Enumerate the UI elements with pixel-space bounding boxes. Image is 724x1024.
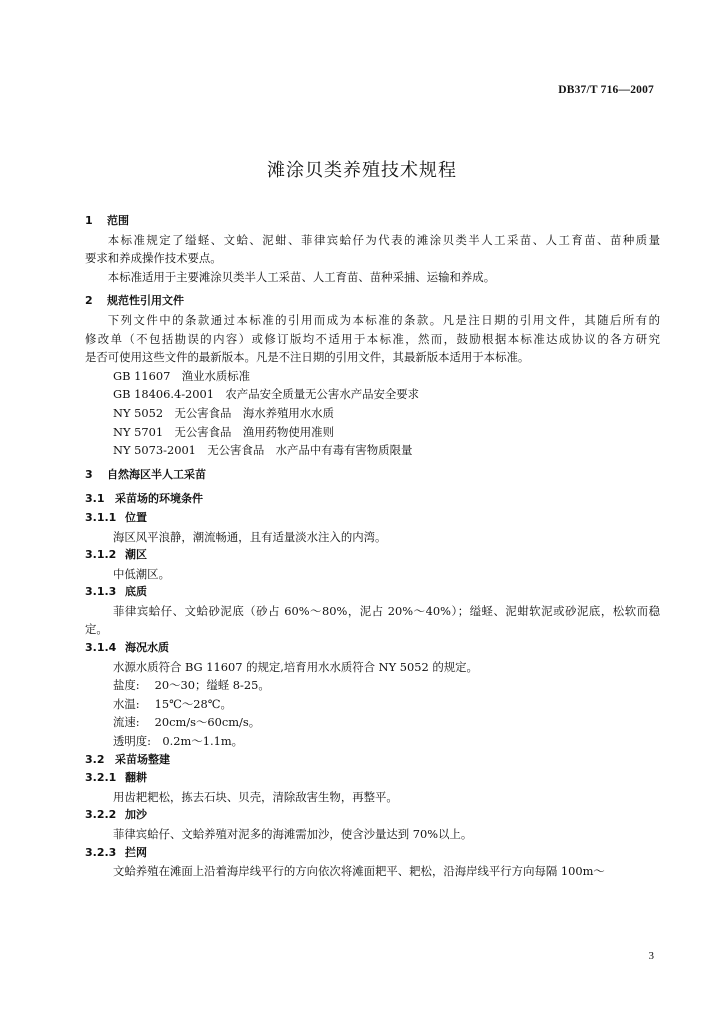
section-title: 位置 bbox=[125, 510, 147, 524]
clause-3-2-1-heading bbox=[85, 769, 660, 788]
clause-3-1-1-heading bbox=[85, 509, 660, 528]
reference-item: NY 5052 无公害食品 海水养殖用水水质 bbox=[113, 405, 334, 420]
page-number: 3 bbox=[648, 950, 654, 962]
section-number: 3.1.3 bbox=[85, 585, 117, 599]
paragraph-line: 定。 bbox=[85, 622, 108, 637]
section-title: 加沙 bbox=[125, 808, 147, 822]
parameter-line: 透明度: 0.2m～1.1m。 bbox=[113, 734, 244, 749]
paragraph-line: 是否可使用这些文件的最新版本。凡是不注日期的引用文件，其最新版本适用于本标准。 bbox=[85, 350, 530, 365]
section-title: 采苗场的环境条件 bbox=[115, 492, 203, 506]
section-title: 范围 bbox=[107, 214, 129, 227]
section-title: 翻耕 bbox=[125, 771, 147, 785]
section-title: 拦网 bbox=[125, 845, 147, 859]
section-number: 3.1.4 bbox=[85, 641, 117, 655]
paragraph-line: 用齿耙耙松，拣去石块、贝壳，清除敌害生物，再整平。 bbox=[113, 789, 398, 804]
section-number: 3 bbox=[85, 467, 93, 481]
parameter-line: 盐度: 20～30；缢蛏 8-25。 bbox=[113, 678, 270, 693]
section-1-heading bbox=[85, 212, 660, 231]
section-title: 海况水质 bbox=[125, 641, 169, 655]
document-title: 滩涂贝类养殖技术规程 bbox=[267, 160, 457, 181]
paragraph-line: 下列文件中的条款通过本标准的引用而成为本标准的条款。凡是注日期的引用文件，其随后所有的 bbox=[107, 312, 660, 327]
document-body bbox=[85, 212, 660, 881]
reference-item: NY 5701 无公害食品 渔用药物使用准则 bbox=[113, 424, 334, 439]
clause-3-2-2-heading bbox=[85, 806, 660, 825]
section-number: 3.2.1 bbox=[85, 771, 117, 785]
section-3-heading bbox=[85, 466, 660, 485]
section-title: 规范性引用文件 bbox=[107, 294, 184, 308]
subsection-3-2-heading bbox=[85, 751, 660, 770]
section-number: 1 bbox=[85, 214, 93, 227]
parameter-line: 水温: 15℃～28℃。 bbox=[113, 696, 232, 711]
paragraph-line: 菲律宾蛤仔、文蛤砂泥底（砂占 60%～80%，泥占 20%～40%）；缢蛏、泥蚶软泥或砂泥底，松软而稳 bbox=[113, 603, 660, 618]
paragraph-line: 本标准规定了缢蛏、文蛤、泥蚶、菲律宾蛤仔为代表的滩涂贝类半人工采苗、人工育苗、苗种质量 bbox=[107, 232, 660, 247]
section-title: 底质 bbox=[125, 585, 147, 599]
section-number: 3.1.2 bbox=[85, 548, 117, 562]
section-title: 自然海区半人工采苗 bbox=[107, 467, 206, 481]
paragraph-line: 海区风平浪静，潮流畅通，且有适量淡水注入的内湾。 bbox=[113, 529, 387, 544]
paragraph-line: 菲律宾蛤仔、文蛤养殖对泥多的海滩需加沙，使含沙量达到 70%以上。 bbox=[113, 827, 473, 841]
clause-3-1-2-heading bbox=[85, 546, 660, 565]
section-2-heading bbox=[85, 292, 660, 311]
clause-3-1-3-heading bbox=[85, 583, 660, 602]
section-number: 3.2.2 bbox=[85, 808, 117, 822]
standard-code: DB37/T 716—2007 bbox=[558, 84, 654, 96]
section-number: 2 bbox=[85, 294, 93, 308]
paragraph-line: 中低潮区。 bbox=[113, 566, 170, 581]
clause-3-2-3-heading bbox=[85, 844, 660, 863]
section-number: 3.2 bbox=[85, 752, 105, 766]
paragraph-line: 要求和养成操作技术要点。 bbox=[85, 251, 222, 266]
subsection-3-1-heading bbox=[85, 490, 660, 509]
clause-3-1-4-heading bbox=[85, 639, 660, 658]
section-number: 3.1 bbox=[85, 492, 105, 506]
reference-item: GB 11607 渔业水质标准 bbox=[113, 368, 251, 383]
section-title: 采苗场整建 bbox=[115, 752, 170, 766]
parameter-line: 流速: 20cm/s～60cm/s。 bbox=[113, 715, 261, 730]
section-number: 3.2.3 bbox=[85, 845, 117, 859]
paragraph-line: 水源水质符合 BG 11607 的规定,培育用水水质符合 NY 5052 的规定。 bbox=[113, 659, 478, 674]
section-number: 3.1.1 bbox=[85, 510, 117, 524]
reference-item: NY 5073-2001 无公害食品 水产品中有毒有害物质限量 bbox=[113, 443, 413, 458]
section-title: 潮区 bbox=[125, 548, 147, 562]
reference-item: GB 18406.4-2001 农产品安全质量无公害水产品安全要求 bbox=[113, 387, 420, 402]
paragraph-line: 本标准适用于主要滩涂贝类半人工采苗、人工育苗、苗种采捕、运输和养成。 bbox=[107, 269, 496, 284]
paragraph-line: 文蛤养殖在滩面上沿着海岸线平行的方向依次将滩面耙平、耙松，沿海岸线平行方向每隔 100m～ bbox=[113, 864, 605, 879]
paragraph-line: 修改单（不包括勘误的内容）或修订版均不适用于本标准，然而，鼓励根据本标准达成协议的各方研究 bbox=[85, 331, 660, 346]
